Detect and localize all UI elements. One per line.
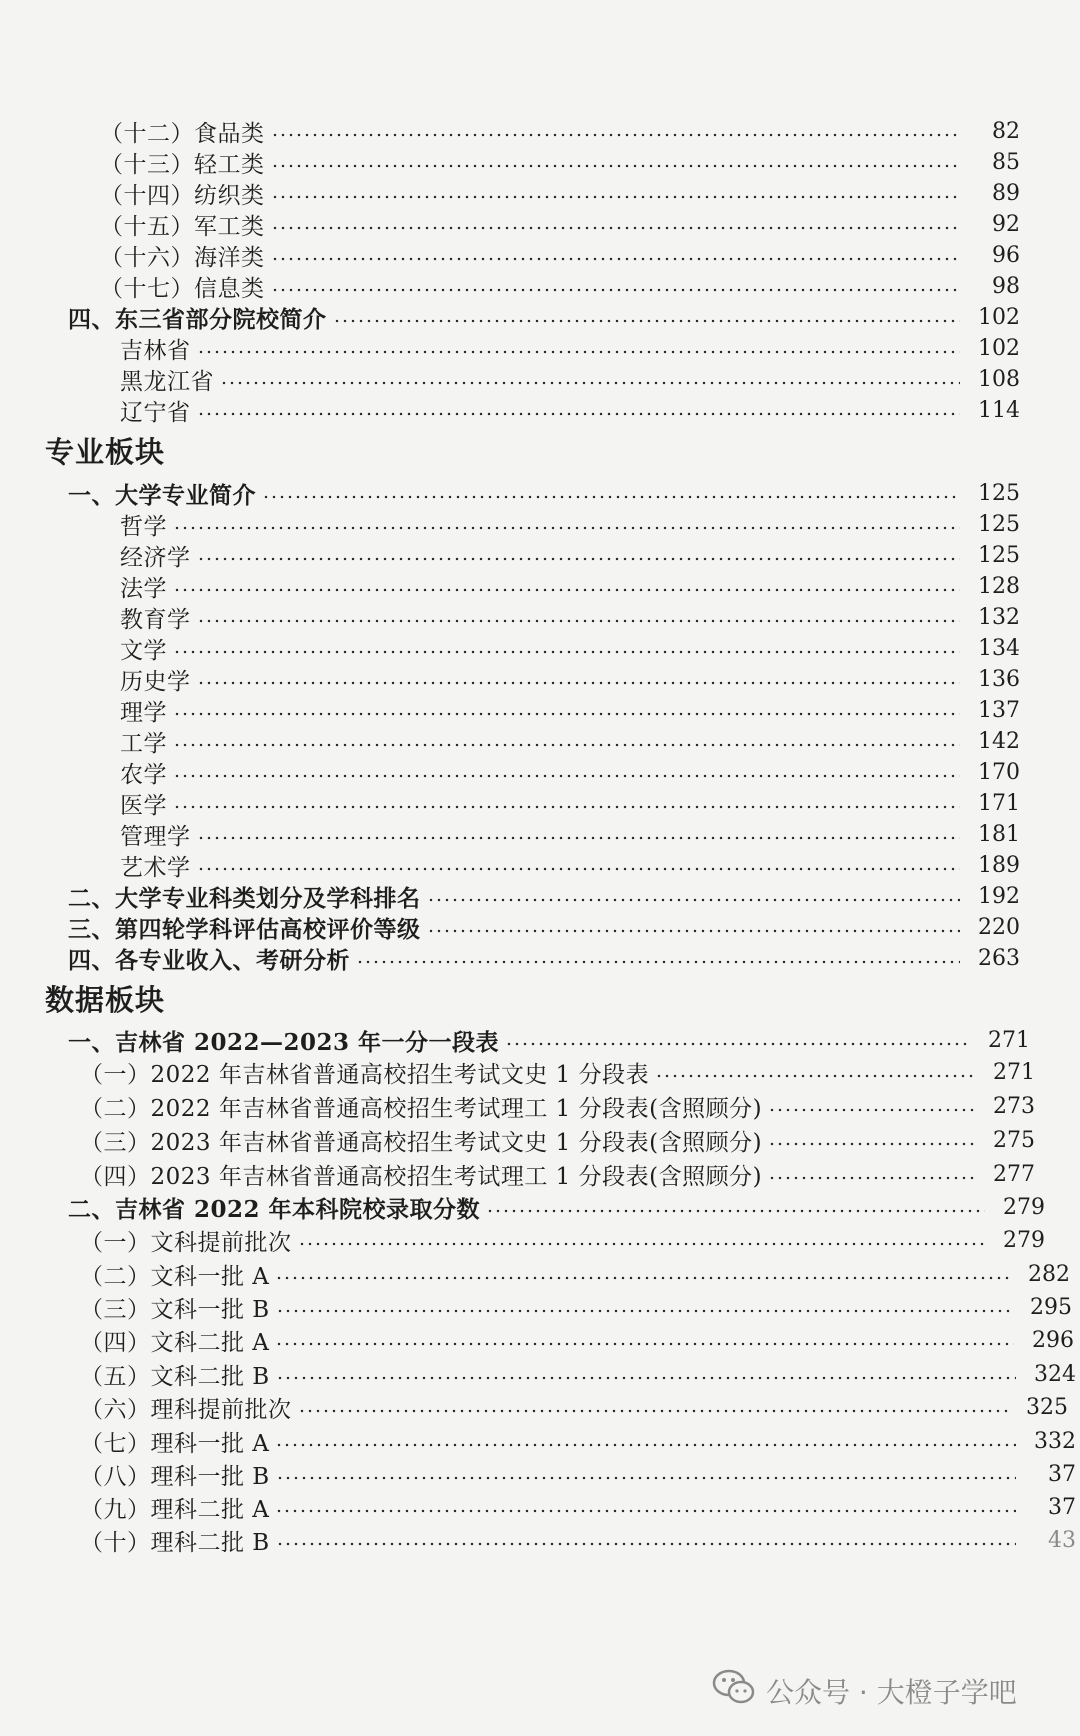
toc-entry: （四）2023 年吉林省普通高校招生考试理工 1 分段表(含照顾分) 277 [80,1161,1035,1190]
toc-heading-entry: 二、吉林省 2022 年本科院校录取分数 279 [68,1194,1045,1223]
toc-entry: 教育学 132 [120,604,1020,633]
toc-heading-entry: 四、东三省部分院校简介 102 [68,304,1020,333]
toc-entry: 哲学 125 [120,511,1020,540]
toc-heading-entry: 一、吉林省 2022—2023 年一分一段表 271 [68,1027,1030,1056]
toc-entry: （九）理科二批 A 37 [80,1494,1076,1523]
toc-entry: （三）2023 年吉林省普通高校招生考试文史 1 分段表(含照顾分) 275 [80,1127,1035,1156]
toc-entry: （十四）纺织类 89 [100,180,1020,209]
toc-entry: 农学 170 [120,759,1020,788]
toc-heading-entry: 一、大学专业简介 125 [68,480,1020,509]
toc-entry: 历史学 136 [120,666,1020,695]
toc-entry: （二）2022 年吉林省普通高校招生考试理工 1 分段表(含照顾分) 273 [80,1093,1035,1122]
toc-entry: 工学 142 [120,728,1020,757]
toc-entry: （六）理科提前批次 325 [80,1394,1068,1423]
toc-entry: （十五）军工类 92 [100,211,1020,240]
toc-entry: （十二）食品类 82 [100,118,1020,147]
toc-entry: 辽宁省 114 [120,397,1020,426]
toc-entry: 吉林省 102 [120,335,1020,364]
toc-entry: 管理学 181 [120,821,1020,850]
toc-entry: （二）文科一批 A 282 [80,1261,1070,1290]
toc-entry: 艺术学 189 [120,852,1020,881]
toc-entry: 文学 134 [120,635,1020,664]
toc-entry: （十）理科二批 B 43 [80,1527,1076,1556]
toc-entry: （一）2022 年吉林省普通高校招生考试文史 1 分段表 271 [80,1059,1035,1088]
toc-entry: 法学 128 [120,573,1020,602]
toc-entry: （十六）海洋类 96 [100,242,1020,271]
toc-entry: （十三）轻工类 85 [100,149,1020,178]
watermark-text: 公众号 · 大橙子学吧 [766,1675,1017,1709]
toc-heading-entry: 三、第四轮学科评估高校评价等级 220 [68,914,1020,943]
toc-entry: （一）文科提前批次 279 [80,1227,1045,1256]
toc-heading-entry: 二、大学专业科类划分及学科排名 192 [68,883,1020,912]
toc-entry: （三）文科一批 B 295 [80,1294,1072,1323]
toc-entry: 理学 137 [120,697,1020,726]
wechat-icon [712,1668,766,1713]
toc-entry: 医学 171 [120,790,1020,819]
toc-entry: （四）文科二批 A 296 [80,1327,1074,1356]
toc-entry: （十七）信息类 98 [100,273,1020,302]
toc-entry: 黑龙江省 108 [120,366,1020,395]
toc-heading-entry: 四、各专业收入、考研分析 263 [68,945,1020,974]
watermark [712,1668,1017,1713]
section-title-majors: 专业板块 [45,435,166,469]
toc-entry: 经济学 125 [120,542,1020,571]
section-title-data: 数据板块 [45,983,166,1017]
toc-entry: （七）理科一批 A 332 [80,1428,1076,1457]
toc-entry: （八）理科一批 B 37 [80,1461,1076,1490]
toc-entry: （五）文科二批 B 324 [80,1361,1076,1390]
